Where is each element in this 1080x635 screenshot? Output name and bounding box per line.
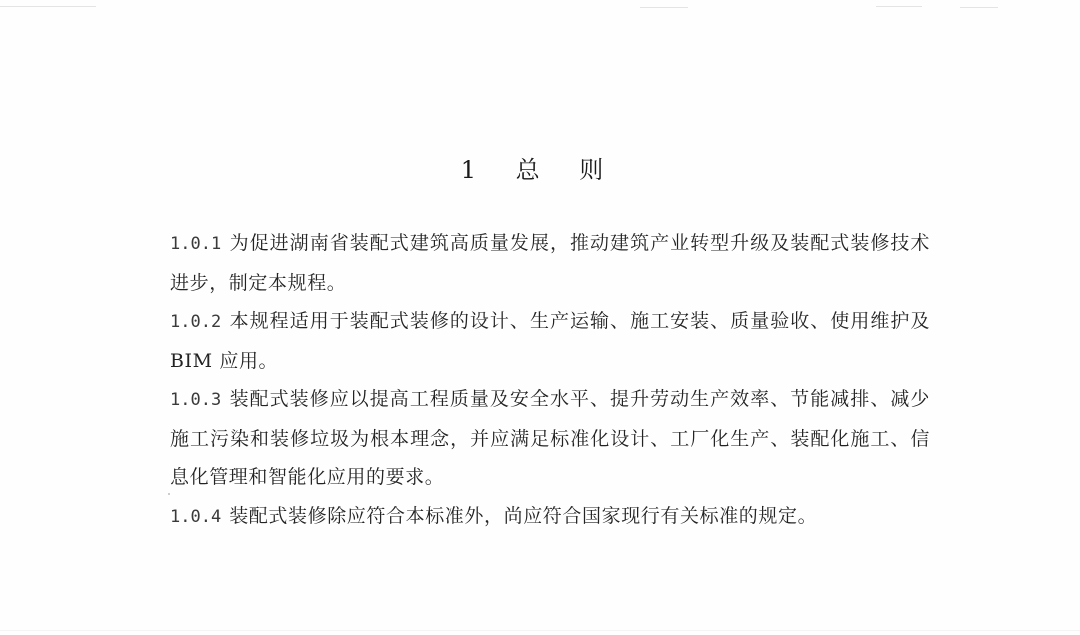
- scan-artifact: [0, 630, 1080, 631]
- scan-artifact: [876, 6, 922, 7]
- clause-1-0-2: [170, 302, 930, 380]
- clause-text: 装配式装修应以提高工程质量及安全水平、提升劳动生产效率、节能减排、减少施工污染和装修垃圾为根本理念，并应满足标准化设计、工厂化生产、装配化施工、信息化管理和智能化应用的要求。: [170, 388, 930, 488]
- clause-1-0-1: [170, 224, 930, 302]
- scan-artifact: [0, 6, 96, 7]
- clause-number: 1.0.4: [170, 506, 222, 527]
- clause-1-0-4: [170, 497, 930, 537]
- clause-number: 1.0.2: [170, 312, 222, 332]
- clause-number: 1.0.1: [170, 234, 222, 254]
- clause-text: 为促进湖南省装配式建筑高质量发展，推动建筑产业转型升级及装配式装修技术进步，制定本规程。: [170, 232, 930, 294]
- clause-list: [170, 224, 930, 536]
- clause-number: 1.0.3: [170, 390, 222, 410]
- clause-text: 本规程适用于装配式装修的设计、生产运输、施工安装、质量验收、使用维护及 BIM 应用。: [170, 310, 930, 372]
- scan-artifact: [640, 7, 688, 8]
- clause-text: 装配式装修除应符合本标准外，尚应符合国家现行有关标准的规定。: [229, 504, 818, 527]
- scan-artifact: [960, 7, 998, 8]
- scan-speck: [168, 493, 170, 495]
- chapter-title: 1 总 则: [460, 156, 620, 184]
- clause-1-0-3: [170, 380, 930, 497]
